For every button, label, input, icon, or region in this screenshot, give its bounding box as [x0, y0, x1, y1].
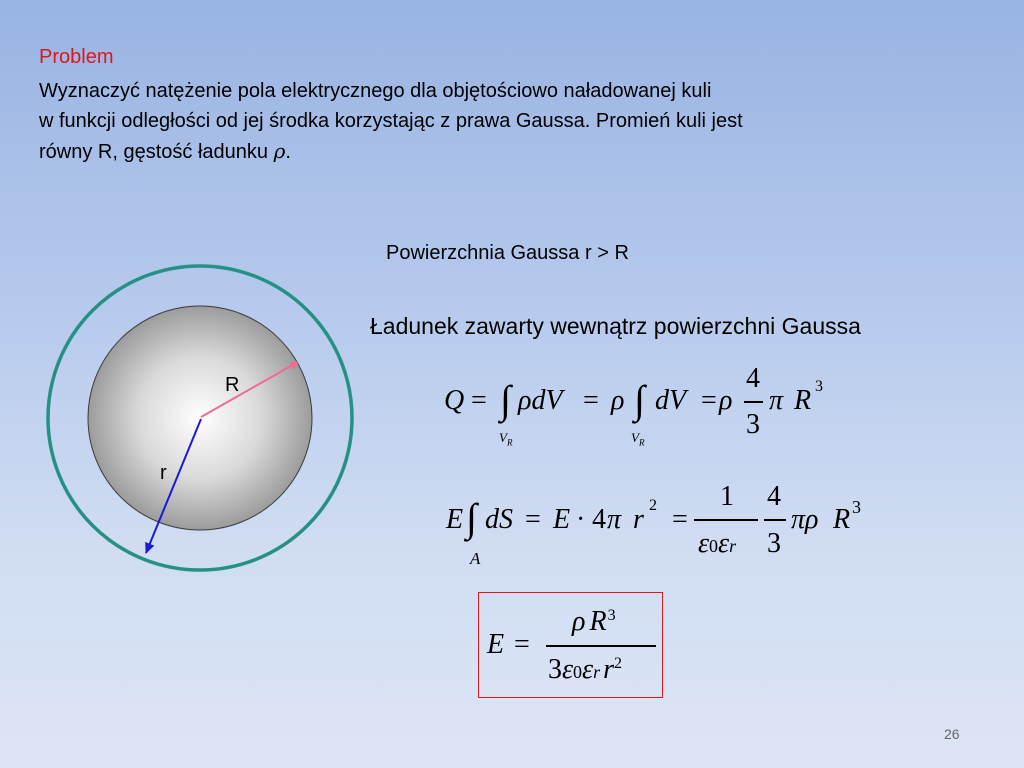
eq1-fraction-num: 4	[746, 363, 760, 394]
eq2-fraction1-num: 1	[720, 481, 734, 512]
result-numerator: ρ $R^3$	[572, 606, 616, 637]
problem-line-3-text: równy R, gęstość ładunku	[39, 141, 274, 163]
eq2-dot: ·	[576, 504, 586, 535]
eq1-subscript-VR-1: $V_R$	[499, 430, 513, 448]
problem-line-1: Wyznaczyć natężenie pola elektrycznego dla objętościowo naładowanej kuli	[39, 80, 712, 102]
eq2-fraction1-bar	[694, 519, 758, 521]
eq2-E2: E	[553, 504, 571, 535]
eq2-fraction2-num: 4	[767, 481, 781, 512]
eq2-fraction2-den: 3	[767, 528, 781, 559]
eq1-rho-2: ρ	[611, 385, 625, 416]
integral-icon-2: ∫	[634, 377, 645, 422]
result-E: E	[487, 629, 505, 660]
eq1-equals-3: =	[701, 385, 717, 416]
eq1-R: R	[794, 385, 812, 416]
eq2-E: E	[446, 504, 464, 535]
eq1-subscript-VR-2: $V_R$	[631, 430, 645, 448]
problem-heading: Problem	[39, 46, 114, 68]
eq1-fraction-den: 3	[746, 409, 760, 440]
eq1-exponent: 3	[815, 378, 823, 395]
eq2-R: R	[833, 504, 851, 535]
eq1-equals-1: =	[471, 385, 487, 416]
eq2-dS: dS	[485, 504, 513, 535]
eq1-rho-dV: ρdV	[518, 385, 563, 416]
eq1-dV-2: dV	[655, 385, 687, 416]
problem-line-2: w funkcji odległości od jej środka korzystając z prawa Gaussa. Promień kuli jest	[39, 110, 743, 132]
eq1-rho-3: ρ	[719, 385, 733, 416]
gauss-surface-label: Powierzchnia Gaussa r > R	[386, 242, 629, 264]
charge-density-symbol: ρ	[273, 139, 286, 163]
eq2-four: 4	[592, 504, 606, 535]
charged-sphere	[88, 306, 312, 530]
eq2-r: r	[633, 504, 644, 535]
eq2-equals-1: =	[525, 504, 541, 535]
result-equals: =	[514, 629, 530, 660]
result-fraction-bar	[546, 645, 656, 647]
eq1-Q: Q	[444, 385, 465, 416]
eq2-pi: π	[607, 504, 622, 535]
surface-integral-icon: ∫	[466, 495, 477, 540]
slide-number: 26	[944, 726, 960, 742]
eq1-fraction-bar	[744, 401, 763, 403]
radius-r-label: r	[160, 462, 167, 484]
eq2-exponent-3: 3	[852, 497, 861, 517]
eq2-exponent-2: 2	[649, 497, 657, 514]
eq2-equals-2: =	[672, 504, 688, 535]
result-denominator: 3ε0εr $r^2$	[548, 654, 623, 685]
radius-R-label: R	[225, 374, 240, 396]
eq2-subscript-A: A	[470, 549, 481, 568]
eq2-fraction1-den: ε0εr	[698, 528, 737, 559]
eq2-fraction2-bar	[764, 519, 786, 521]
eq1-equals-2: =	[583, 385, 599, 416]
enclosed-charge-label: Ładunek zawarty wewnątrz powierzchni Gaussa	[370, 313, 861, 339]
problem-line-3-end: .	[285, 141, 291, 163]
eq1-pi: π	[769, 385, 784, 416]
eq2-pi-rho: πρ	[791, 504, 819, 535]
integral-icon: ∫	[500, 377, 511, 422]
